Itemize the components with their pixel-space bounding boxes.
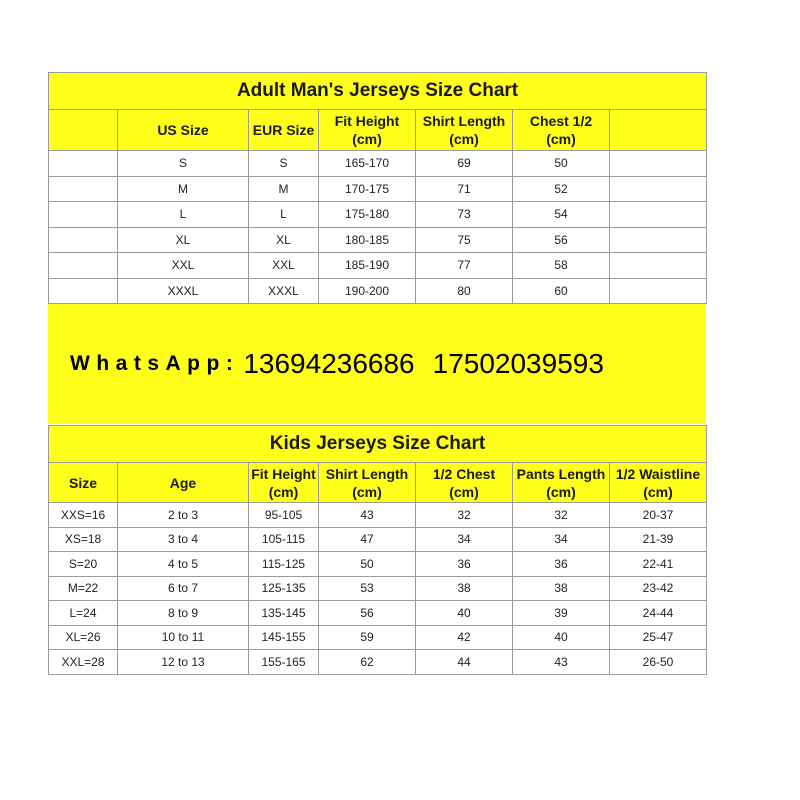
kids-header-label: Age: [169, 474, 197, 491]
table-cell: 23-42: [610, 576, 707, 601]
table-cell: 71: [416, 176, 513, 202]
table-row: [49, 552, 707, 577]
table-cell: XXS=16: [49, 503, 118, 528]
table-row: [49, 151, 707, 177]
table-cell: [610, 151, 707, 177]
adult-header-cell: [319, 110, 416, 151]
table-cell: 165-170: [319, 151, 416, 177]
table-cell: XXXL: [249, 278, 319, 304]
adult-header-label: Fit Height: [334, 113, 400, 129]
table-row: [49, 202, 707, 228]
table-row: [49, 253, 707, 279]
kids-header-cell: [513, 463, 610, 503]
table-cell: M=22: [49, 576, 118, 601]
table-cell: 105-115: [249, 527, 319, 552]
table-row: [49, 503, 707, 528]
table-cell: 42: [416, 625, 513, 650]
whatsapp-label: WhatsApp:: [70, 352, 240, 375]
kids-table-body: [49, 503, 707, 675]
table-cell: 115-125: [249, 552, 319, 577]
table-cell: XS=18: [49, 527, 118, 552]
table-cell: 8 to 9: [118, 601, 249, 626]
table-cell: 26-50: [610, 650, 707, 675]
whatsapp-banner: [48, 304, 706, 424]
adult-header-label: Shirt Length: [422, 113, 506, 129]
table-cell: 10 to 11: [118, 625, 249, 650]
kids-header-label: 1/2 Chest: [432, 465, 496, 482]
table-cell: L: [249, 202, 319, 228]
table-row: [49, 227, 707, 253]
kids-header-label: Shirt Length: [325, 465, 409, 482]
adult-header-cell: [513, 110, 610, 151]
table-cell: 135-145: [249, 601, 319, 626]
kids-header-unit: (cm): [352, 483, 382, 500]
kids-header-unit: (cm): [643, 483, 673, 500]
table-cell: 125-135: [249, 576, 319, 601]
table-cell: 56: [319, 601, 416, 626]
table-cell: 38: [513, 576, 610, 601]
adult-header-label: Chest 1/2: [529, 113, 593, 129]
kids-header-cell: [249, 463, 319, 503]
adult-chart-title: Adult Man's Jerseys Size Chart: [49, 73, 707, 110]
table-cell: [610, 227, 707, 253]
table-cell: 77: [416, 253, 513, 279]
table-cell: 75: [416, 227, 513, 253]
table-cell: 34: [416, 527, 513, 552]
table-cell: 43: [513, 650, 610, 675]
table-cell: 185-190: [319, 253, 416, 279]
adult-size-table: [48, 72, 707, 304]
table-cell: 58: [513, 253, 610, 279]
table-cell: S=20: [49, 552, 118, 577]
table-cell: 6 to 7: [118, 576, 249, 601]
adult-header-cell: [610, 110, 707, 151]
table-cell: 155-165: [249, 650, 319, 675]
kids-header-label: Pants Length: [516, 465, 606, 482]
adult-header-unit: (cm): [546, 131, 576, 147]
table-row: [49, 527, 707, 552]
table-cell: 56: [513, 227, 610, 253]
table-cell: XL: [118, 227, 249, 253]
table-cell: 180-185: [319, 227, 416, 253]
table-row: [49, 278, 707, 304]
table-cell: 12 to 13: [118, 650, 249, 675]
adult-table-body: [49, 151, 707, 304]
kids-header-cell: [49, 463, 118, 503]
table-cell: 170-175: [319, 176, 416, 202]
kids-chart-title: Kids Jerseys Size Chart: [49, 426, 707, 463]
table-cell: [49, 227, 118, 253]
table-cell: 59: [319, 625, 416, 650]
adult-header-unit: (cm): [449, 131, 479, 147]
table-cell: 22-41: [610, 552, 707, 577]
table-cell: S: [249, 151, 319, 177]
table-cell: 36: [416, 552, 513, 577]
kids-size-chart: [48, 425, 706, 675]
table-cell: 21-39: [610, 527, 707, 552]
table-cell: 50: [513, 151, 610, 177]
table-cell: 145-155: [249, 625, 319, 650]
table-cell: 3 to 4: [118, 527, 249, 552]
kids-header-label: 1/2 Waistline: [615, 465, 701, 482]
table-cell: L=24: [49, 601, 118, 626]
table-cell: [49, 151, 118, 177]
kids-header-label: Size: [68, 474, 97, 491]
table-cell: 190-200: [319, 278, 416, 304]
table-cell: 36: [513, 552, 610, 577]
table-cell: 25-47: [610, 625, 707, 650]
table-cell: XXL: [249, 253, 319, 279]
kids-header-row: [49, 463, 707, 503]
adult-header-cell: [249, 110, 319, 151]
table-cell: 73: [416, 202, 513, 228]
table-cell: 53: [319, 576, 416, 601]
table-cell: 54: [513, 202, 610, 228]
kids-size-table: [48, 425, 707, 675]
table-cell: 52: [513, 176, 610, 202]
table-cell: 34: [513, 527, 610, 552]
table-cell: 60: [513, 278, 610, 304]
table-cell: XXXL: [118, 278, 249, 304]
table-cell: [610, 253, 707, 279]
table-cell: M: [249, 176, 319, 202]
table-cell: 44: [416, 650, 513, 675]
table-cell: [610, 202, 707, 228]
adult-header-row: [49, 110, 707, 151]
adult-header-label: US Size: [157, 122, 209, 138]
adult-header-cell: [118, 110, 249, 151]
table-cell: 32: [513, 503, 610, 528]
table-cell: 20-37: [610, 503, 707, 528]
table-cell: 62: [319, 650, 416, 675]
table-cell: M: [118, 176, 249, 202]
kids-header-cell: [610, 463, 707, 503]
table-cell: 4 to 5: [118, 552, 249, 577]
table-cell: [610, 278, 707, 304]
table-cell: XXL: [118, 253, 249, 279]
adult-header-cell: [49, 110, 118, 151]
table-cell: 40: [513, 625, 610, 650]
table-cell: 47: [319, 527, 416, 552]
adult-header-label: EUR Size: [252, 122, 315, 138]
kids-header-unit: (cm): [546, 483, 576, 500]
table-cell: [49, 202, 118, 228]
table-cell: 38: [416, 576, 513, 601]
whatsapp-number-2: 17502039593: [432, 348, 604, 379]
adult-size-chart: [48, 72, 706, 304]
table-row: [49, 601, 707, 626]
table-cell: 24-44: [610, 601, 707, 626]
table-cell: 39: [513, 601, 610, 626]
kids-header-cell: [319, 463, 416, 503]
table-cell: 95-105: [249, 503, 319, 528]
table-cell: XXL=28: [49, 650, 118, 675]
table-cell: 40: [416, 601, 513, 626]
table-cell: 32: [416, 503, 513, 528]
table-cell: 69: [416, 151, 513, 177]
table-cell: S: [118, 151, 249, 177]
table-cell: [49, 278, 118, 304]
table-cell: [49, 176, 118, 202]
table-cell: 80: [416, 278, 513, 304]
table-cell: 175-180: [319, 202, 416, 228]
whatsapp-number-1: 13694236686: [243, 348, 415, 379]
table-row: [49, 576, 707, 601]
table-cell: XL: [249, 227, 319, 253]
kids-header-unit: (cm): [268, 483, 299, 500]
table-row: [49, 176, 707, 202]
table-cell: 43: [319, 503, 416, 528]
kids-header-cell: [118, 463, 249, 503]
table-row: [49, 650, 707, 675]
kids-header-unit: (cm): [449, 483, 479, 500]
adult-header-cell: [416, 110, 513, 151]
table-cell: 50: [319, 552, 416, 577]
table-row: [49, 625, 707, 650]
kids-header-cell: [416, 463, 513, 503]
table-cell: [610, 176, 707, 202]
table-cell: XL=26: [49, 625, 118, 650]
adult-header-unit: (cm): [352, 131, 382, 147]
table-cell: [49, 253, 118, 279]
table-cell: 2 to 3: [118, 503, 249, 528]
kids-header-label: Fit Height: [251, 465, 316, 482]
table-cell: L: [118, 202, 249, 228]
